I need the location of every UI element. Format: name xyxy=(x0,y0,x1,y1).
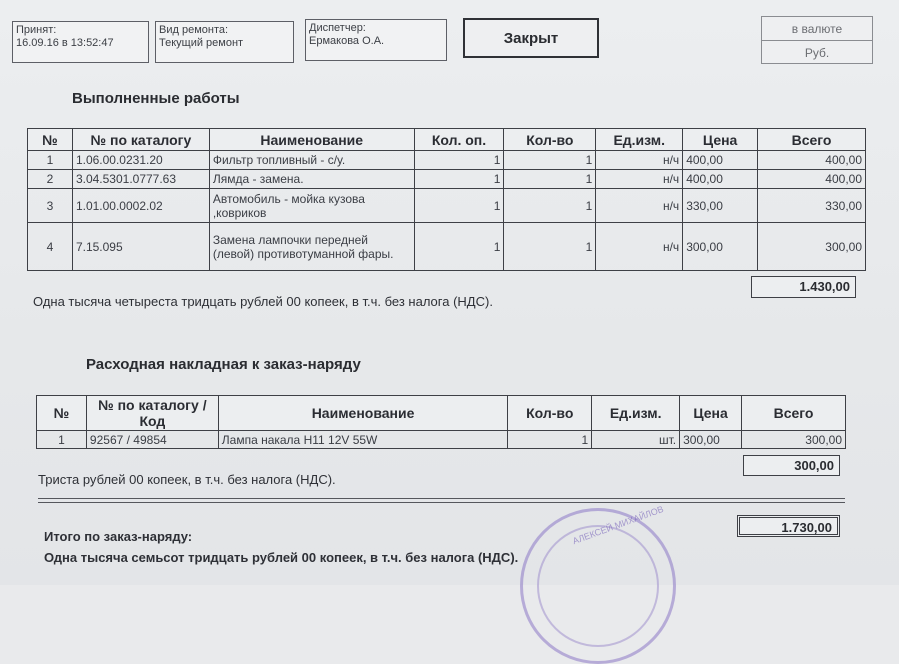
cell-catalog: 7.15.095 xyxy=(72,223,209,271)
cell-num: 1 xyxy=(37,431,87,449)
cell-ops: 1 xyxy=(414,223,504,271)
cell-unit: шт. xyxy=(592,431,680,449)
cell-unit: н/ч xyxy=(596,170,683,189)
col-unit: Ед.изм. xyxy=(592,396,680,431)
repair-type-value: Текущий ремонт xyxy=(159,37,244,49)
col-catalog: № по каталогу / Код xyxy=(86,396,218,431)
cell-qty: 1 xyxy=(504,189,596,223)
invoice-total: 300,00 xyxy=(743,455,840,476)
cell-total: 400,00 xyxy=(758,151,866,170)
col-unit: Ед.изм. xyxy=(596,129,683,151)
works-header-row xyxy=(28,129,866,151)
repair-type-label: Вид ремонта: xyxy=(159,24,229,36)
cell-price: 300,00 xyxy=(680,431,742,449)
cell-total: 300,00 xyxy=(742,431,846,449)
grand-total: 1.730,00 xyxy=(737,515,840,537)
status-badge: Закрыт xyxy=(463,18,599,58)
cell-name: Автомобиль - мойка кузова ,ковриков xyxy=(209,189,414,223)
cell-ops: 1 xyxy=(414,151,504,170)
cell-num: 4 xyxy=(28,223,73,271)
cell-unit: н/ч xyxy=(596,151,683,170)
cell-total: 300,00 xyxy=(758,223,866,271)
invoice-total-words: Триста рублей 00 копеек, в т.ч. без налога (НДС). xyxy=(38,472,336,487)
cell-name: Лямда - замена. xyxy=(209,170,414,189)
accepted-label: Принят: xyxy=(16,24,57,36)
divider xyxy=(38,502,845,503)
col-catalog: № по каталогу xyxy=(72,129,209,151)
cell-num: 1 xyxy=(28,151,73,170)
cell-total: 400,00 xyxy=(758,170,866,189)
col-qty: Кол-во xyxy=(504,129,596,151)
grand-total-label: Итого по заказ-наряду: xyxy=(44,529,193,544)
table-row xyxy=(28,170,866,189)
invoice-table xyxy=(36,395,846,449)
grand-total-words: Одна тысяча семьсот тридцать рублей 00 копеек, в т.ч. без налога (НДС). xyxy=(44,550,519,565)
col-ops: Кол. оп. xyxy=(414,129,504,151)
col-qty: Кол-во xyxy=(508,396,592,431)
col-name: Наименование xyxy=(209,129,414,151)
table-row xyxy=(28,151,866,170)
cell-num: 2 xyxy=(28,170,73,189)
works-total: 1.430,00 xyxy=(751,276,856,298)
cell-price: 330,00 xyxy=(683,189,758,223)
cell-catalog: 92567 / 49854 xyxy=(86,431,218,449)
col-num: № xyxy=(37,396,87,431)
cell-qty: 1 xyxy=(504,170,596,189)
cell-name: Замена лампочки передней (левой) противотуманной фары. xyxy=(209,223,414,271)
divider xyxy=(38,498,845,499)
accepted-field xyxy=(12,21,149,63)
cell-price: 400,00 xyxy=(683,151,758,170)
cell-qty: 1 xyxy=(508,431,592,449)
col-price: Цена xyxy=(680,396,742,431)
cell-ops: 1 xyxy=(414,189,504,223)
cell-ops: 1 xyxy=(414,170,504,189)
cell-name: Фильтр топливный - с/у. xyxy=(209,151,414,170)
cell-catalog: 1.06.00.0231.20 xyxy=(72,151,209,170)
dispatcher-value: Ермакова О.А. xyxy=(309,35,385,47)
cell-qty: 1 xyxy=(504,151,596,170)
works-total-words: Одна тысяча четыреста тридцать рублей 00 копеек, в т.ч. без налога (НДС). xyxy=(33,294,493,309)
stamp-text: АЛЕКСЕЙ МИХАЙЛОВ xyxy=(571,503,665,547)
currency-value: Руб. xyxy=(804,45,830,60)
col-total: Всего xyxy=(758,129,866,151)
accepted-value: 16.09.16 в 13:52:47 xyxy=(16,37,114,49)
works-title: Выполненные работы xyxy=(72,90,240,107)
table-row xyxy=(28,223,866,271)
dispatcher-field xyxy=(305,19,447,61)
invoice-title: Расходная накладная к заказ-наряду xyxy=(86,356,361,373)
cell-num: 3 xyxy=(28,189,73,223)
dispatcher-label: Диспетчер: xyxy=(309,22,366,34)
currency-label: в валюте xyxy=(762,17,872,41)
cell-name: Лампа накала H11 12V 55W xyxy=(218,431,508,449)
currency-box xyxy=(761,16,873,64)
col-name: Наименование xyxy=(218,396,508,431)
cell-unit: н/ч xyxy=(596,223,683,271)
col-total: Всего xyxy=(742,396,846,431)
cell-catalog: 3.04.5301.0777.63 xyxy=(72,170,209,189)
table-row xyxy=(28,189,866,223)
invoice-header-row xyxy=(37,396,846,431)
col-price: Цена xyxy=(683,129,758,151)
cell-price: 300,00 xyxy=(683,223,758,271)
cell-catalog: 1.01.00.0002.02 xyxy=(72,189,209,223)
table-row xyxy=(37,431,846,449)
cell-qty: 1 xyxy=(504,223,596,271)
repair-type-field xyxy=(155,21,294,63)
col-num: № xyxy=(28,129,73,151)
cell-price: 400,00 xyxy=(683,170,758,189)
cell-total: 330,00 xyxy=(758,189,866,223)
works-table xyxy=(27,128,866,271)
cell-unit: н/ч xyxy=(596,189,683,223)
